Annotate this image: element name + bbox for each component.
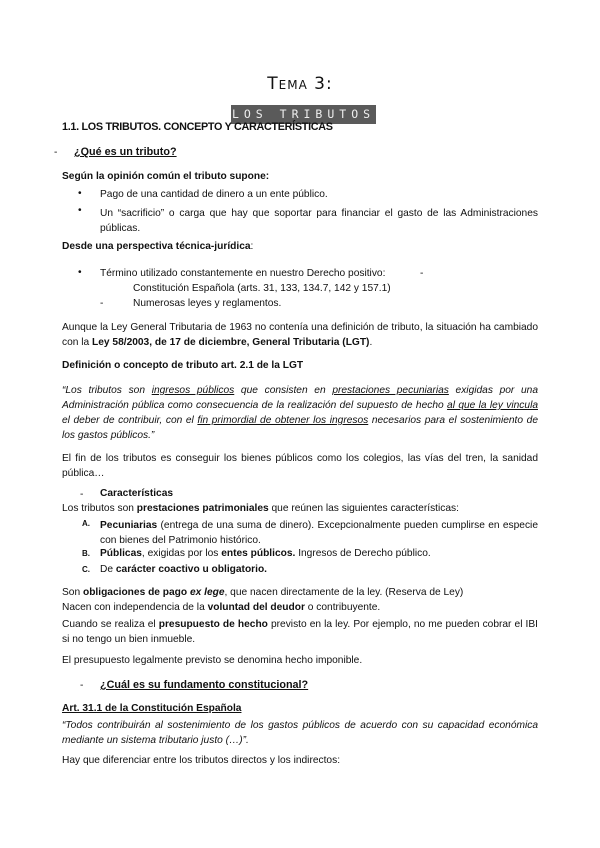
line-text: Son — [62, 587, 83, 598]
when-paragraph — [62, 617, 538, 647]
quote-text: que consisten en — [234, 385, 333, 396]
tech-heading-line — [62, 241, 253, 252]
bullet-dot: • — [78, 205, 82, 216]
line-text: Cuando se realiza el — [62, 619, 159, 630]
dash-marker: - — [80, 680, 84, 691]
characteristics-intro — [62, 503, 459, 514]
obligations-line — [62, 587, 463, 598]
definition-heading: Definición o concepto de tributo art. 2.1 de la LGT — [62, 360, 304, 371]
taxable-event-paragraph: El presupuesto legalmente previsto se denomina hecho imponible. — [62, 655, 363, 666]
quote-underlined: ingresos públicos — [151, 385, 235, 396]
item-bold: Pecuniarias — [100, 520, 158, 531]
line-bold: obligaciones de pago — [82, 587, 188, 598]
line-text: previsto en la ley. Por ejemplo, no me pueden cobrar el IBI si no tengo un bien inmueble. — [62, 619, 538, 645]
sub-item: Numerosas leyes y reglamentos. — [133, 298, 282, 309]
characteristic-item — [100, 564, 267, 575]
item-bold: Públicas — [100, 548, 142, 559]
line-bold: voluntad del deudor — [207, 602, 305, 613]
quote-underlined: prestaciones pecuniarias — [332, 385, 449, 396]
dash-marker: - — [54, 147, 58, 158]
quote-text: el deber de contribuir, con el — [62, 415, 198, 426]
characteristic-item — [100, 518, 538, 548]
line-bold-italic: ex lege — [187, 587, 225, 598]
intro-bold: prestaciones patrimoniales — [136, 503, 269, 514]
question-heading: ¿Qué es un tributo? — [74, 146, 177, 158]
lgt-paragraph — [62, 320, 538, 350]
line-text: Nacen con independencia de la — [62, 602, 208, 613]
lgt-end: . — [369, 337, 373, 348]
quote-text: necesarios para el sostenimiento de los gastos públicos.” — [62, 415, 538, 441]
list-label: A. — [82, 519, 90, 528]
lgt-text: Aunque la Ley General Tributaria de 1963 no contenía una definición de tributo, la situación ha cambiado con la — [62, 322, 538, 348]
closing-paragraph: Hay que diferenciar entre los tributos directos y los indirectos: — [62, 755, 341, 766]
question-heading: ¿Cuál es su fundamento constitucional? — [100, 679, 309, 691]
tech-colon: : — [250, 241, 254, 252]
item-text: (entrega de una suma de dinero). Excepcionalmente pueden cumplirse en especie con bienes del Patrimonio histórico. — [100, 520, 538, 546]
intro-text: que reúnen las siguientes características: — [268, 503, 459, 514]
list-item: Un “sacrificio” o carga que hay que soportar para financiar el gasto de las Administraciones públicas. — [100, 208, 538, 234]
item-text: Ingresos de Derecho público. — [295, 548, 431, 559]
bullet-dot: • — [78, 188, 82, 199]
sub-item: Constitución Española (arts. 31, 133, 134.7, 142 y 157.1) — [133, 283, 391, 294]
characteristic-item — [100, 548, 431, 559]
item-bold: entes públicos. — [221, 548, 296, 559]
item-bold: carácter coactivo u obligatorio. — [115, 564, 268, 575]
line-text: o contribuyente. — [304, 602, 381, 613]
section-heading: 1.1. LOS TRIBUTOS. CONCEPTO Y CARACTERÍSTICAS — [62, 121, 333, 133]
dash-marker: - — [420, 268, 424, 279]
article-quote: “Todos contribuirán al sostenimiento de los gastos públicos de acuerdo con su capacidad económica mediante un sistema tributario justo (…)”. — [62, 720, 538, 746]
quote-text: “Los tributos son — [62, 385, 152, 396]
list-item: Término utilizado constantemente en nuestro Derecho positivo: — [100, 268, 386, 279]
independence-line — [62, 602, 380, 613]
quote-underlined: al que la ley vincula — [447, 400, 538, 411]
list-label: B. — [82, 549, 90, 558]
dash-marker: - — [100, 298, 104, 309]
tech-heading: Desde una perspectiva técnica-jurídica — [62, 241, 251, 252]
article-heading: Art. 31.1 de la Constitución Española — [62, 703, 242, 714]
title-banner: LOS TRIBUTOS — [231, 105, 376, 124]
item-text: , exigidas por los — [141, 548, 222, 559]
quote-text: exigidas por una Administración pública como consecuencia de la realización del supuesto de hecho — [62, 385, 538, 411]
definition-quote — [62, 383, 538, 443]
quote-underlined: fin primordial de obtener los ingresos — [197, 415, 369, 426]
opinion-heading: Según la opinión común el tributo supone: — [62, 171, 270, 182]
list-label: C. — [82, 565, 90, 574]
dash-marker: - — [80, 489, 84, 500]
characteristics-heading: Características — [100, 488, 174, 499]
line-bold: presupuesto de hecho — [158, 619, 268, 630]
purpose-paragraph: El fin de los tributos es conseguir los bienes públicos como los colegios, las vías del tren, la sanidad pública… — [62, 453, 538, 479]
intro-text: Los tributos son — [62, 503, 137, 514]
lgt-law: Ley 58/2003, de 17 de diciembre, General Tributaria (LGT) — [92, 337, 370, 348]
list-item: Pago de una cantidad de dinero a un ente público. — [100, 189, 328, 200]
item-text: De — [100, 564, 116, 575]
line-text: , que nacen directamente de la ley. (Reserva de Ley) — [224, 587, 464, 598]
bullet-dot: • — [78, 267, 82, 278]
page-title: Tema 3: — [267, 74, 333, 94]
